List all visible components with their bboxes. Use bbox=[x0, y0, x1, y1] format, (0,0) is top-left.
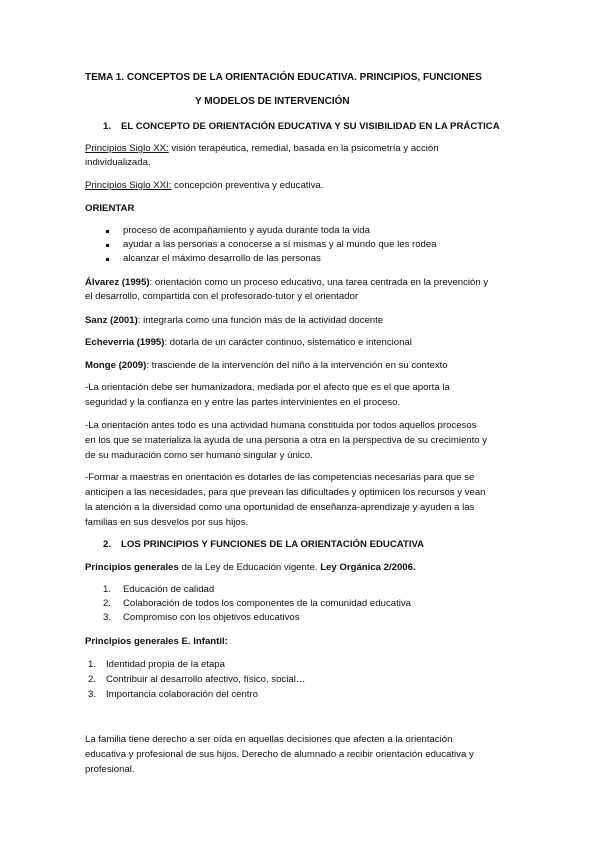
list-2-item: Importancia colaboración del centro bbox=[106, 689, 258, 700]
list-1-number: 2. bbox=[103, 598, 112, 609]
sanz-text: : integrarla como una función más de la actividad docente bbox=[137, 315, 384, 326]
paragraph-2-line: de su maduración como ser humano singular y único. bbox=[85, 450, 313, 461]
paragraph-3-line: la atención a la diversidad como una oportunidad de enseñanza-aprendizaje y ayuden a las bbox=[85, 502, 475, 513]
paragraph-2-line: -La orientación antes todo es una actividad humana constituida por todos aquellos procesos bbox=[85, 420, 477, 431]
bullet-icon bbox=[106, 230, 109, 233]
alvarez-line-1 bbox=[85, 277, 488, 289]
list-1-number: 3. bbox=[103, 612, 112, 623]
alvarez-line-2: el desarrollo, compartida con el profesorado-tutor y el orientador bbox=[85, 291, 359, 302]
echeverria-name: Echeverria (1995) bbox=[85, 337, 165, 348]
list-1-number: 1. bbox=[103, 584, 112, 595]
paragraph-1-line: seguridad y la confianza en y entre las partes intervinientes en el proceso. bbox=[85, 397, 401, 408]
principios-xx-line-1 bbox=[85, 143, 439, 155]
principios-xx-text: visión terapéutica, remedial, basada en la psicometría y acción bbox=[168, 143, 439, 154]
sanz-name: Sanz (2001) bbox=[85, 315, 138, 326]
monge-name: Monge (2009) bbox=[85, 360, 147, 371]
echeverria-text: : dotarla de un carácter continuo, sistemático e intencional bbox=[164, 337, 412, 348]
list-1-item: Colaboración de todos los componentes de la comunidad educativa bbox=[123, 598, 411, 609]
sanz-line bbox=[85, 315, 383, 327]
orientar-heading: ORIENTAR bbox=[85, 203, 135, 214]
list-2-number: 2. bbox=[88, 674, 97, 685]
principios-generales-line bbox=[85, 562, 416, 574]
infantil-heading: Principios generales E. Infantil: bbox=[85, 636, 228, 647]
list-2-item: Contribuir al desarrollo afectivo, físico, social… bbox=[106, 674, 306, 685]
list-1-item: Educación de calidad bbox=[123, 584, 215, 595]
familia-line: educativa y profesional de sus hijos. Derecho de alumnado a recibir orientación educativa y bbox=[85, 749, 474, 760]
paragraph-3-line: -Formar a maestras en orientación es dotarles de las competencias necesarias para que se bbox=[85, 472, 475, 483]
paragraph-3-line: anticipen a las necesidades, para que prevean las dificultades y optimicen los recursos y vean bbox=[85, 487, 486, 498]
principios-xxi-text: concepción preventiva y educativa. bbox=[171, 180, 324, 191]
principios-xx-label: Principios Siglo XX: bbox=[85, 143, 169, 154]
monge-text: : trasciende de la intervención del niño a la intervención en su contexto bbox=[146, 360, 448, 371]
paragraph-2-line: en los que se materializa la ayuda de una persona a otra en la perspectiva de su crecimiento y bbox=[85, 435, 488, 446]
principios-xxi-label: Principios Siglo XXI: bbox=[85, 180, 172, 191]
document-title-line-1: TEMA 1. CONCEPTOS DE LA ORIENTACIÓN EDUCATIVA. PRINCIPIOS, FUNCIONES bbox=[85, 72, 482, 83]
law-reference: Ley Orgánica 2/2006. bbox=[320, 562, 416, 573]
list-2-number: 1. bbox=[88, 659, 97, 670]
familia-line: La familia tiene derecho a ser oída en aquellas decisiones que afecten a la orientación bbox=[85, 734, 453, 745]
echeverria-line bbox=[85, 337, 412, 349]
principios-xxi bbox=[85, 180, 323, 192]
familia-line: profesional. bbox=[85, 764, 135, 775]
section-2-number: 2. bbox=[103, 539, 112, 550]
list-1-item: Compromiso con los objetivos educativos bbox=[123, 612, 300, 623]
section-1-number: 1. bbox=[103, 121, 112, 132]
paragraph-3-line: familias en sus desvelos por sus hijos. bbox=[85, 517, 249, 528]
bullet-icon bbox=[106, 258, 109, 261]
principios-xx-line-2: individualizada. bbox=[85, 157, 151, 168]
bullet-icon bbox=[106, 244, 109, 247]
section-2-heading: LOS PRINCIPIOS Y FUNCIONES DE LA ORIENTACIÓN EDUCATIVA bbox=[121, 539, 425, 550]
monge-line bbox=[85, 360, 448, 372]
orientar-item: alcanzar el máximo desarrollo de las personas bbox=[123, 253, 321, 264]
alvarez-name: Álvarez (1995) bbox=[85, 277, 150, 288]
orientar-item: ayudar a las personas a conocerse a sí mismas y al mundo que les rodea bbox=[123, 239, 437, 250]
paragraph-1-line: -La orientación debe ser humanizadora, mediada por el afecto que es el que aporta la bbox=[85, 382, 450, 393]
orientar-item: proceso de acompañamiento y ayuda durante toda la vida bbox=[123, 225, 370, 236]
list-2-number: 3. bbox=[88, 689, 97, 700]
principios-generales-text: de la Ley de Educación vigente. bbox=[178, 562, 321, 573]
list-2-item: Identidad propia de la etapa bbox=[106, 659, 225, 670]
section-1-heading: EL CONCEPTO DE ORIENTACIÓN EDUCATIVA Y SU VISIBILIDAD EN LA PRÁCTICA bbox=[121, 121, 500, 132]
alvarez-text: : orientación como un proceso educativo, una tarea centrada en la prevención y bbox=[149, 277, 489, 288]
document-title-line-2: Y MODELOS DE INTERVENCIÓN bbox=[195, 96, 350, 107]
principios-generales-label: Principios generales bbox=[85, 562, 179, 573]
